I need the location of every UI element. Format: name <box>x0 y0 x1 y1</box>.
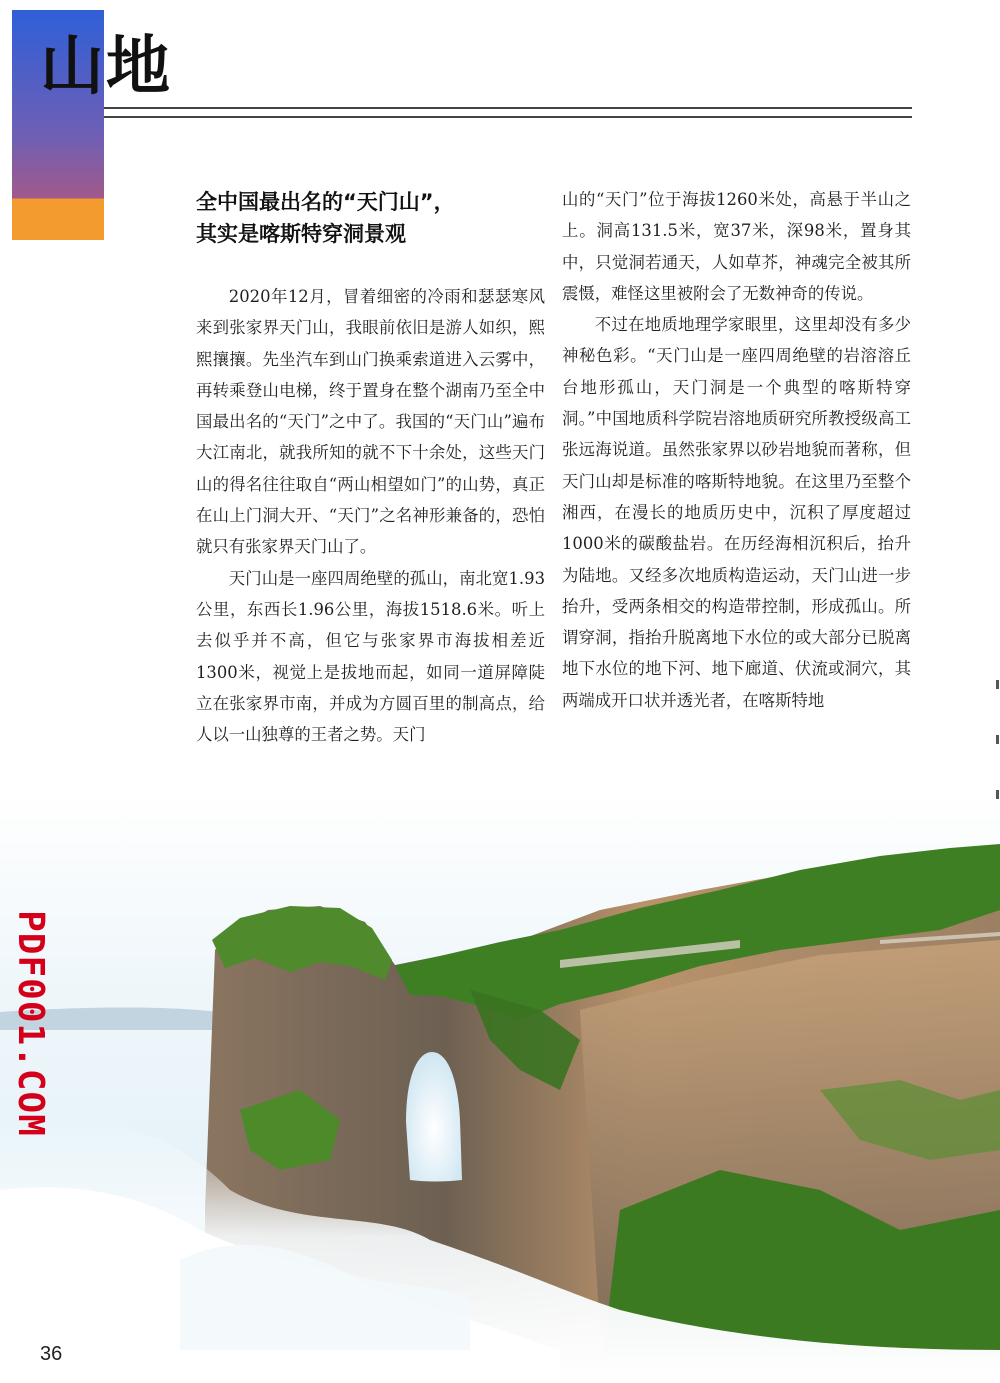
edge-mark <box>996 790 999 799</box>
paragraph: 天门山是一座四周绝壁的孤山，南北宽1.93公里，东西长1.96公里，海拔1518.6米。听上去似乎并不高，但它与张家界市海拔相差近1300米，视觉上是拔地而起，如同一道屏障陡立在张家界市南，并成为方圆百里的制高点，给人以一山独尊的王者之势。天门 <box>196 568 545 745</box>
article-headline <box>196 186 556 250</box>
paragraph: 山的“天门”位于海拔1260米处，高悬于半山之上。洞高131.5米，宽37米，深98米，置身其中，只觉洞若通天，人如草芥，神魂完全被其所震慑，难怪这里被附会了无数神奇的传说。 <box>562 190 911 303</box>
section-title: 山地 <box>40 29 172 104</box>
tianmen-mountain-photo <box>0 790 1000 1383</box>
title-divider <box>104 107 912 118</box>
headline-line-1: 全中国最出名的“天门山”， <box>196 190 455 214</box>
watermark: PDF001.COM <box>9 909 51 1137</box>
right-text-column <box>562 184 911 716</box>
headline-line-2: 其实是喀斯特穿洞景观 <box>196 222 406 246</box>
left-text-column <box>196 281 545 750</box>
page-number: 36 <box>40 1343 63 1365</box>
paragraph: 不过在地质地理学家眼里，这里却没有多少神秘色彩。“天门山是一座四周绝壁的岩溶溶丘台地形孤山，天门洞是一个典型的喀斯特穿洞。”中国地质科学院岩溶地质研究所教授级高工张远海说道。虽然张家界以砂岩地貌而著称，但天门山却是标准的喀斯特地貌。在这里乃至整个湘西，在漫长的地质历史中，沉积了厚度超过1000米的碳酸盐岩。在历经海相沉积后，抬升为陆地。又经多次地质构造运动，天门山进一步抬升，受两条相交的构造带控制，形成孤山。所谓穿洞，指抬升脱离地下水位的或大部分已脱离地下水位的地下河、地下廊道、伏流或洞穴，其两端成开口状并透光者，在喀斯特地 <box>562 315 911 710</box>
edge-mark <box>996 680 999 689</box>
paragraph: 2020年12月，冒着细密的冷雨和瑟瑟寒风来到张家界天门山，我眼前依旧是游人如织，熙熙攘攘。先坐汽车到山门换乘索道进入云雾中，再转乘登山电梯，终于置身在整个湖南乃至全中国最出名的“天门”之中了。我国的“天门山”遍布大江南北，就我所知的就不下十余处，这些天门山的得名往往取自“两山相望如门”的山势，真正在山上门洞大开、“天门”之名神形兼备的，恐怕就只有张家界天门山了。 <box>196 287 545 557</box>
edge-mark <box>996 735 999 744</box>
